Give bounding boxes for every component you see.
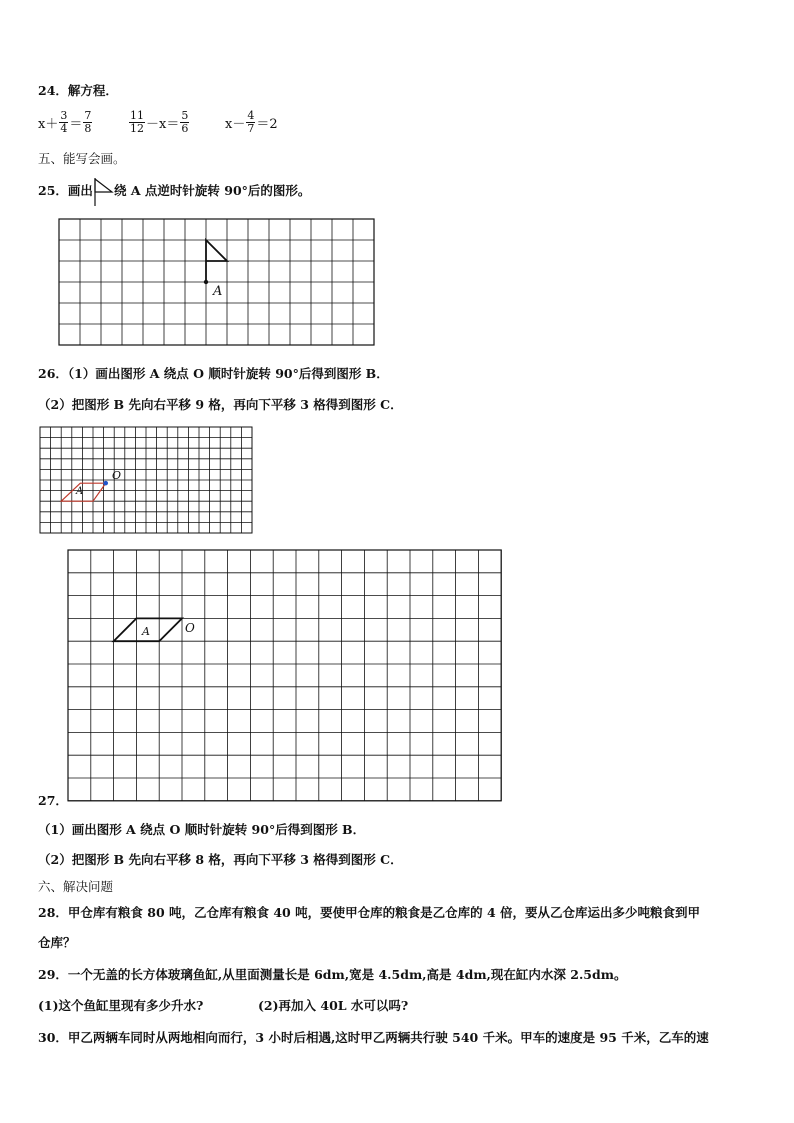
q25-flag-figure (206, 240, 227, 282)
q26-point-label: O (112, 469, 122, 482)
q30-line-1: 30．甲乙两辆车同时从两地相向而行，3 小时后相遇,这时甲乙两辆共行驶 540 千米。甲车的速度是 95 千米，乙车的速 (38, 1030, 709, 1045)
eq2-frac-2-den: 6 (181, 122, 189, 135)
q27-number: 27． (38, 793, 68, 808)
q26-grid (40, 427, 252, 533)
eq2-mid: －x＝ (146, 117, 180, 132)
q27-grid (68, 550, 501, 805)
eq3-lhs: x－ (225, 117, 246, 132)
flag-shape-icon (92, 178, 114, 206)
q25-suffix: 绕 A 点逆时针旋转 90°后的图形。 (114, 183, 311, 198)
q25-point-label: A (213, 284, 223, 299)
eq1-frac-2-den: 8 (84, 122, 92, 135)
q29-sub-1: (1)这个鱼缸里现有多少升水? (38, 998, 204, 1013)
q26-shape-label: A (76, 486, 84, 497)
q28-line-1: 28．甲仓库有粮食 80 吨，乙仓库有粮食 40 吨，要使甲仓库的粮食是乙仓库的 4 倍，要从乙仓库运出多少吨粮食到甲 (38, 905, 700, 920)
section-6-heading: 六、解决问题 (38, 879, 114, 894)
section-5-heading: 五、能写会画。 (38, 151, 126, 166)
eq3-frac (246, 110, 255, 135)
q26-line-2: （2）把图形 B 先向右平移 9 格，再向下平移 3 格得到图形 C． (38, 397, 403, 412)
q29-line-1: 29．一个无盖的长方体玻璃鱼缸,从里面测量长是 6dm,宽是 4.5dm,高是 4dm,现在缸内水深 2.5dm。 (38, 967, 627, 982)
q29-sub-2: (2)再加入 40L 水可以吗? (258, 998, 409, 1013)
q27-line-1: （1）画出图形 A 绕点 O 顺时针旋转 90°后得到图形 B． (38, 822, 366, 837)
eq3-rhs: ＝2 (256, 117, 278, 132)
eq1-frac-2 (83, 110, 92, 135)
q26-point-o (103, 481, 108, 486)
eq2-frac-1-num: 11 (130, 109, 144, 122)
q24-title: 24．解方程． (38, 83, 118, 98)
q27-shape-label: A (142, 625, 150, 638)
eq1-frac-2-num: 7 (84, 109, 92, 122)
eq1-op: ＝ (69, 117, 83, 132)
equation-1 (38, 110, 93, 135)
q27-point-label: O (185, 621, 195, 635)
eq3-frac-den: 7 (247, 122, 255, 135)
q25-point-a (204, 280, 208, 284)
eq2-frac-1 (129, 110, 145, 135)
eq3-frac-num: 4 (247, 109, 255, 122)
eq2-frac-2 (180, 110, 189, 135)
equation-2 (128, 110, 190, 135)
eq1-frac-1 (59, 110, 68, 135)
q27-grid-frame (68, 550, 501, 801)
eq1-frac-1-den: 4 (60, 122, 68, 135)
eq2-frac-2-num: 5 (181, 109, 189, 122)
eq1-lhs: x＋ (38, 117, 59, 132)
q26-line-1: 26．（1）画出图形 A 绕点 O 顺时针旋转 90°后得到图形 B． (38, 366, 389, 381)
equation-3 (225, 110, 278, 135)
eq1-frac-1-num: 3 (60, 109, 68, 122)
eq2-frac-1-den: 12 (130, 122, 144, 135)
q25-prefix: 25．画出 (38, 183, 93, 198)
q26-shape-a (61, 483, 106, 501)
q25-grid (59, 219, 381, 345)
q27-line-2: （2）把图形 B 先向右平移 8 格，再向下平移 3 格得到图形 C． (38, 852, 403, 867)
q28-line-2: 仓库？ (38, 935, 76, 950)
